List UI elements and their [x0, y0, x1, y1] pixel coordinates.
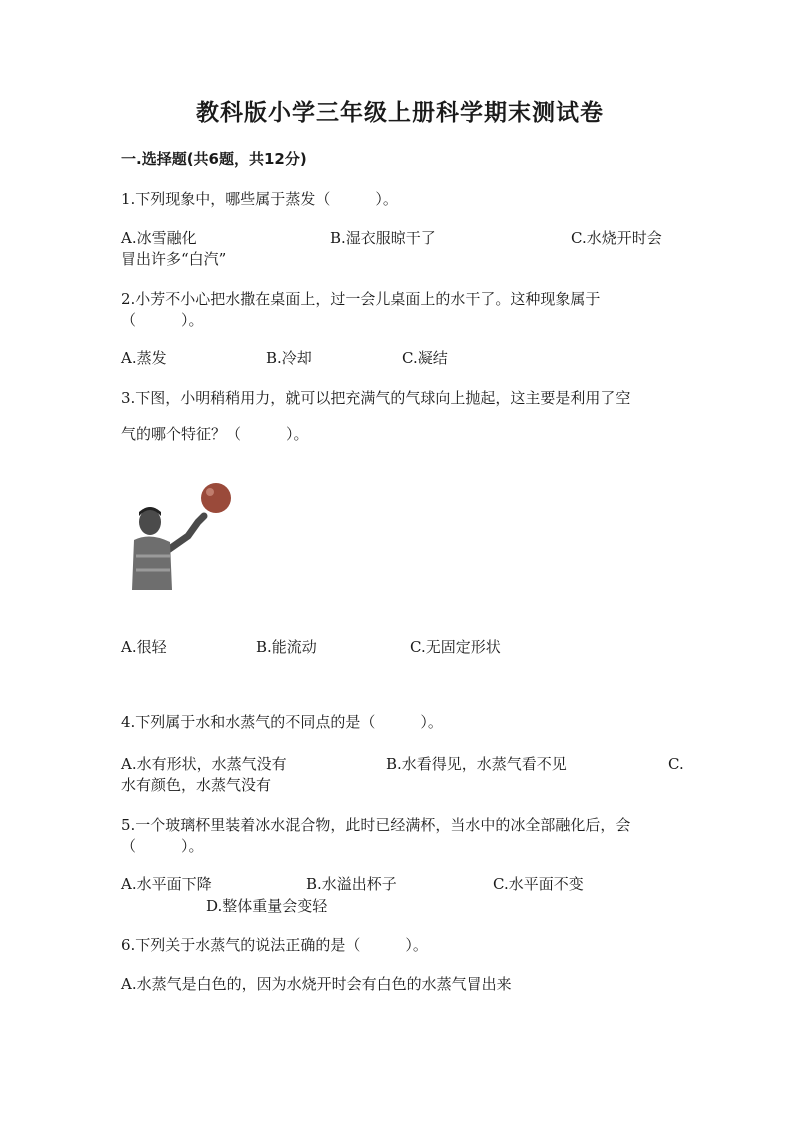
- question-1-option-a: A.冰雪融化: [121, 229, 197, 247]
- question-5-option-a: A.水平面下降: [121, 875, 212, 893]
- question-5-option-d: D.整体重量会变轻: [206, 897, 328, 915]
- question-1-option-c-continued: 冒出许多“白汽”: [121, 250, 227, 268]
- question-1-option-b: B.湿衣服晾干了: [330, 229, 436, 247]
- question-4-stem: 4.下列属于水和水蒸气的不同点的是（ ）。: [121, 713, 443, 731]
- section-heading: 一.选择题(共6题，共12分): [121, 150, 307, 168]
- question-5-option-c: C.水平面不变: [493, 875, 584, 893]
- question-5-option-b: B.水溢出杯子: [306, 875, 397, 893]
- balloon: [201, 483, 231, 513]
- question-3-option-c: C.无固定形状: [410, 638, 501, 656]
- question-6-stem: 6.下列关于水蒸气的说法正确的是（ ）。: [121, 936, 428, 954]
- question-4-option-c: C.: [668, 755, 684, 773]
- question-4-option-c-continued: 水有颜色，水蒸气没有: [121, 776, 272, 794]
- question-2-option-b: B.冷却: [266, 349, 312, 367]
- boy-body: [132, 536, 172, 590]
- question-1-option-c: C.水烧开时会: [571, 229, 662, 247]
- question-6-option-a: A.水蒸气是白色的，因为水烧开时会有白色的水蒸气冒出来: [121, 975, 512, 993]
- question-2-option-a: A.蒸发: [121, 349, 167, 367]
- question-1-stem: 1.下列现象中，哪些属于蒸发（ ）。: [121, 190, 398, 208]
- question-2-stem-line-1: 2.小芳不小心把水撒在桌面上，过一会儿桌面上的水干了。这种现象属于: [121, 290, 601, 308]
- question-4-option-b: B.水看得见，水蒸气看不见: [386, 755, 567, 773]
- question-3-stem-line-1: 3.下图，小明稍稍用力，就可以把充满气的气球向上抛起，这主要是利用了空: [121, 389, 631, 407]
- question-3-stem-line-2: 气的哪个特征？（ ）。: [121, 425, 309, 443]
- question-4-option-a: A.水有形状，水蒸气没有: [121, 755, 287, 773]
- question-2-stem-line-2: （ ）。: [121, 311, 204, 329]
- question-3-option-a: A.很轻: [121, 638, 167, 656]
- question-3-option-b: B.能流动: [256, 638, 317, 656]
- question-2-option-c: C.凝结: [402, 349, 448, 367]
- question-5-stem-line-2: （ ）。: [121, 837, 204, 855]
- page-title: 教科版小学三年级上册科学期末测试卷: [196, 100, 604, 126]
- boy-tossing-balloon-illustration: [128, 478, 240, 596]
- question-5-stem-line-1: 5.一个玻璃杯里装着冰水混合物，此时已经满杯，当水中的冰全部融化后，会: [121, 816, 631, 834]
